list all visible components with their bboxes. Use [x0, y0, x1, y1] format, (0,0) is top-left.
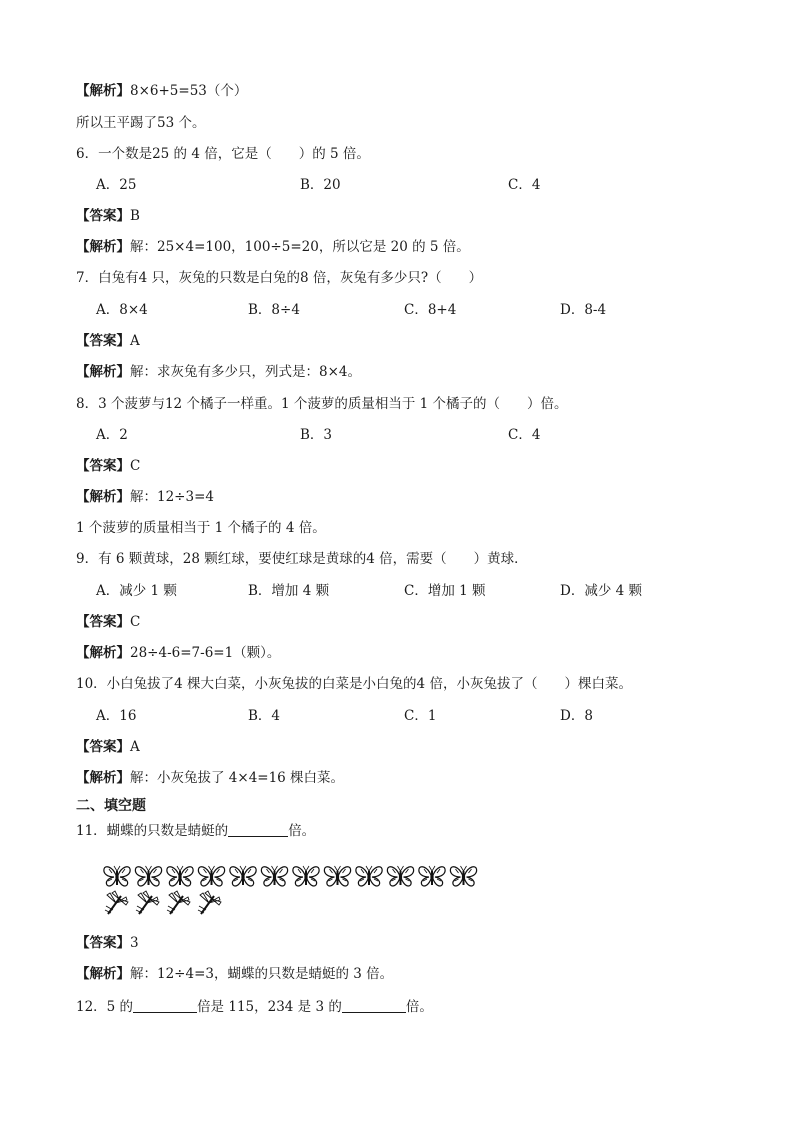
butterfly-icon	[387, 866, 413, 886]
analysis-text: 解：求灰兔有多少只，列式是：8×4。	[130, 364, 361, 380]
q10-option-c: C．1	[404, 708, 437, 724]
q5-analysis	[76, 82, 247, 100]
butterfly-dragonfly-picture	[100, 862, 480, 918]
q10-stem: 10．小白兔拔了4 棵大白菜，小灰兔拔的白菜是小白兔的4 倍，小灰兔拔了（ ）棵白菜。	[76, 676, 632, 692]
answer-label: 【答案】	[76, 333, 130, 349]
butterfly-icon	[167, 866, 193, 886]
q7-stem: 7．白兔有4 只，灰兔的只数是白兔的8 倍，灰兔有多少只?（ ）	[76, 270, 483, 286]
answer-value: 3	[130, 935, 139, 951]
q6-option-a: A．25	[96, 177, 137, 193]
q9-analysis	[76, 644, 280, 662]
analysis-text: 8×6+5=53（个）	[130, 83, 248, 99]
analysis-label: 【解析】	[76, 83, 130, 99]
butterfly-icon	[324, 866, 350, 886]
q10-option-b: B．4	[248, 708, 281, 724]
butterfly-icon	[261, 866, 287, 886]
q6-stem: 6．一个数是25 的 4 倍，它是（ ）的 5 倍。	[76, 146, 370, 162]
answer-value: A	[130, 739, 140, 755]
answer-label: 【答案】	[76, 739, 130, 755]
q9-option-d: D．减少 4 颗	[560, 583, 642, 599]
q8-option-b: B．3	[300, 427, 333, 443]
answer-value: C	[130, 458, 141, 474]
q7-option-a: A．8×4	[96, 302, 148, 318]
analysis-text: 28÷4-6=7-6=1（颗）。	[130, 645, 281, 661]
analysis-text: 解：12÷4=3，蝴蝶的只数是蜻蜓的 3 倍。	[130, 966, 394, 982]
butterfly-icon	[198, 866, 224, 886]
counting-picture	[100, 862, 480, 918]
analysis-label: 【解析】	[76, 364, 130, 380]
q10-option-d: D．8	[560, 708, 593, 724]
q7-option-d: D．8-4	[560, 302, 607, 318]
analysis-label: 【解析】	[76, 239, 130, 255]
analysis-label: 【解析】	[76, 645, 130, 661]
q6-option-c: C．4	[508, 177, 541, 193]
q6-answer	[76, 207, 140, 225]
q10-answer	[76, 738, 140, 756]
butterfly-icon	[135, 866, 161, 886]
q8-analysis	[76, 488, 214, 506]
q11-answer	[76, 934, 139, 952]
q11-stem-b: 倍。	[288, 823, 316, 839]
butterfly-icon	[104, 866, 130, 886]
butterfly-icon	[450, 866, 476, 886]
dragonfly-icon	[105, 891, 128, 914]
q7-answer	[76, 332, 140, 350]
q8-answer	[76, 457, 140, 475]
q9-option-c: C．增加 1 颗	[404, 583, 486, 599]
q8-option-a: A．2	[96, 427, 128, 443]
dragonfly-icon	[167, 891, 190, 914]
answer-label: 【答案】	[76, 614, 130, 630]
analysis-text: 解：12÷3=4	[130, 489, 214, 505]
dragonfly-row	[105, 891, 221, 914]
q12-blank-2	[342, 998, 406, 1013]
q7-option-c: C．8+4	[404, 302, 457, 318]
answer-value: B	[130, 208, 140, 224]
q9-answer	[76, 613, 140, 631]
q11-blank	[228, 822, 288, 837]
q12-part-a: 12．5 的	[76, 999, 134, 1015]
q11-analysis	[76, 965, 393, 983]
q8-option-c: C．4	[508, 427, 541, 443]
butterfly-icon	[356, 866, 382, 886]
analysis-text: 解：25×4=100，100÷5=20，所以它是 20 的 5 倍。	[130, 239, 470, 255]
q12-part-b: 倍是 115，234 是 3 的	[197, 999, 342, 1015]
q12-part-c: 倍。	[405, 999, 433, 1015]
analysis-label: 【解析】	[76, 966, 130, 982]
answer-label: 【答案】	[76, 208, 130, 224]
q7-analysis	[76, 363, 361, 381]
answer-label: 【答案】	[76, 935, 130, 951]
q9-option-b: B．增加 4 颗	[248, 583, 330, 599]
butterfly-icon	[293, 866, 319, 886]
q12-stem	[76, 998, 433, 1016]
q10-analysis	[76, 769, 344, 787]
butterfly-icon	[230, 866, 256, 886]
analysis-text: 解：小灰兔拔了 4×4=16 棵白菜。	[130, 770, 345, 786]
q12-blank-1	[133, 998, 197, 1013]
q6-option-b: B．20	[300, 177, 341, 193]
q9-option-a: A．减少 1 颗	[96, 583, 177, 599]
q10-option-a: A．16	[96, 708, 137, 724]
answer-value: C	[130, 614, 141, 630]
q9-stem: 9．有 6 颗黄球，28 颗红球，要使红球是黄球的4 倍，需要（ ）黄球．	[76, 551, 528, 567]
section-heading: 二、填空题	[76, 798, 146, 814]
butterfly-row	[104, 866, 477, 886]
dragonfly-icon	[136, 891, 159, 914]
answer-value: A	[130, 333, 140, 349]
dragonfly-icon	[198, 891, 221, 914]
analysis-label: 【解析】	[76, 770, 130, 786]
q6-analysis	[76, 238, 470, 256]
q11-stem	[76, 822, 315, 840]
analysis-label: 【解析】	[76, 489, 130, 505]
answer-label: 【答案】	[76, 458, 130, 474]
butterfly-icon	[419, 866, 445, 886]
q11-stem-a: 11．蝴蝶的只数是蜻蜓的	[76, 823, 229, 839]
q8-extra: 1 个菠萝的质量相当于 1 个橘子的 4 倍。	[76, 520, 326, 536]
q5-extra: 所以王平踢了53 个。	[76, 115, 206, 131]
q8-stem: 8．3 个菠萝与12 个橘子一样重。1 个菠萝的质量相当于 1 个橘子的（ ）倍。	[76, 396, 568, 412]
q7-option-b: B．8÷4	[248, 302, 300, 318]
